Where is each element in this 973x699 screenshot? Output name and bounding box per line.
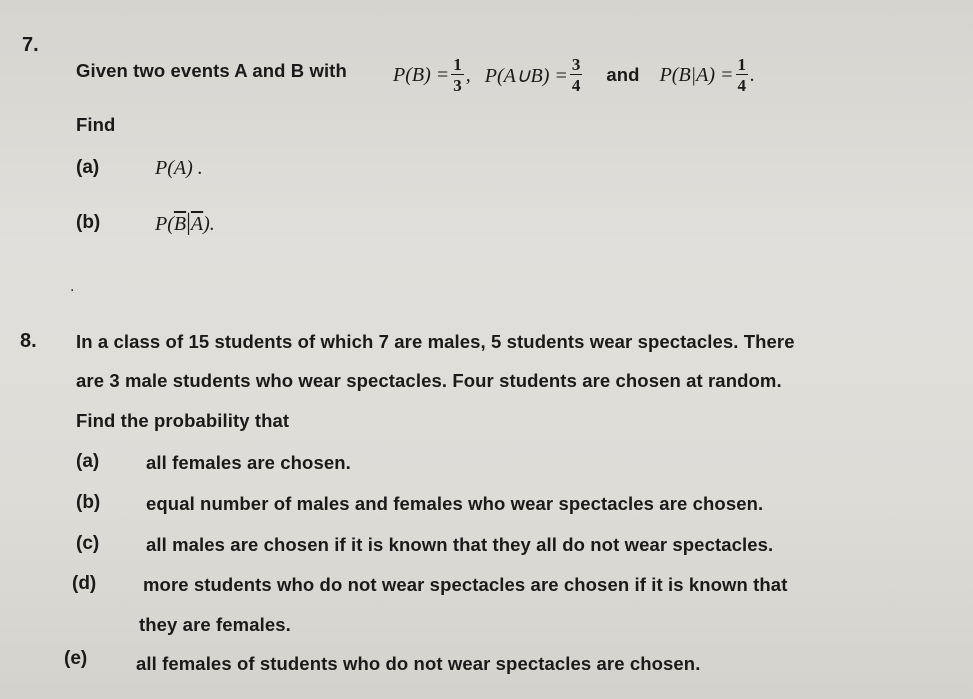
q8-part-e-text: all females of students who do not wear spectacles are chosen.	[136, 653, 701, 674]
q8-part-c-text: all males are chosen if it is known that they all do not wear spectacles.	[146, 534, 774, 555]
q7-part-a-expression: P(A) .	[155, 157, 203, 179]
q7-b-post: ).	[203, 213, 215, 235]
q7-b-complement-B: $\overline{B}$	[173, 213, 187, 235]
q7-b-complement-A: $\overline{A}$	[190, 213, 204, 235]
q8-part-b-text: equal number of males and females who wear spectacles are chosen.	[146, 493, 764, 514]
question-7-given-probabilities	[393, 50, 755, 100]
question-8-line-2: are 3 male students who wear spectacles. Four students are chosen at random.	[76, 370, 782, 391]
q7-part-b-expression	[155, 210, 215, 237]
q8-part-d-text-line-1: more students who do not wear spectacles are chosen if it is known that	[143, 574, 788, 595]
pu-denominator: 4	[571, 76, 581, 95]
and-word: and	[606, 64, 640, 85]
question-8-number: 8.	[20, 330, 37, 352]
pc-end: .	[750, 63, 756, 86]
question-7-intro: Given two events A and B with	[76, 60, 347, 81]
q7-b-pre: P(	[155, 213, 174, 235]
question-8-line-3: Find the probability that	[76, 410, 290, 431]
q8-part-e-label: (e)	[64, 648, 88, 669]
q8-part-b-label: (b)	[76, 492, 101, 513]
q7-part-b-label: (b)	[76, 212, 101, 233]
pb-numerator: 1	[453, 55, 462, 74]
pc-denominator: 4	[737, 76, 747, 95]
pc-fraction	[736, 56, 749, 94]
q8-part-c-label: (c)	[76, 533, 100, 554]
q8-part-a-label: (a)	[76, 451, 100, 472]
q8-part-d-text-line-2: they are females.	[139, 614, 291, 635]
pb-fraction	[451, 56, 464, 94]
question-8-line-1: In a class of 15 students of which 7 are males, 5 students wear spectacles. There	[76, 331, 795, 352]
pu-fraction	[570, 56, 583, 94]
find-label: Find	[76, 114, 116, 135]
q7-b-given-bar: |	[186, 210, 191, 236]
pu-lhs: P(A∪B) =	[484, 64, 568, 87]
pb-separator: ,	[465, 63, 471, 86]
q8-part-d-label: (d)	[72, 573, 97, 594]
q7-part-a-label: (a)	[76, 157, 100, 178]
pb-lhs: P(B) =	[393, 63, 450, 86]
q8-part-a-text: all females are chosen.	[146, 452, 351, 473]
pu-numerator: 3	[571, 55, 581, 74]
stray-dot: .	[70, 278, 75, 295]
pb-denominator: 3	[453, 76, 462, 95]
question-7-number: 7.	[22, 34, 39, 56]
pc-lhs: P(B|A) =	[659, 63, 734, 86]
pc-numerator: 1	[737, 55, 747, 74]
